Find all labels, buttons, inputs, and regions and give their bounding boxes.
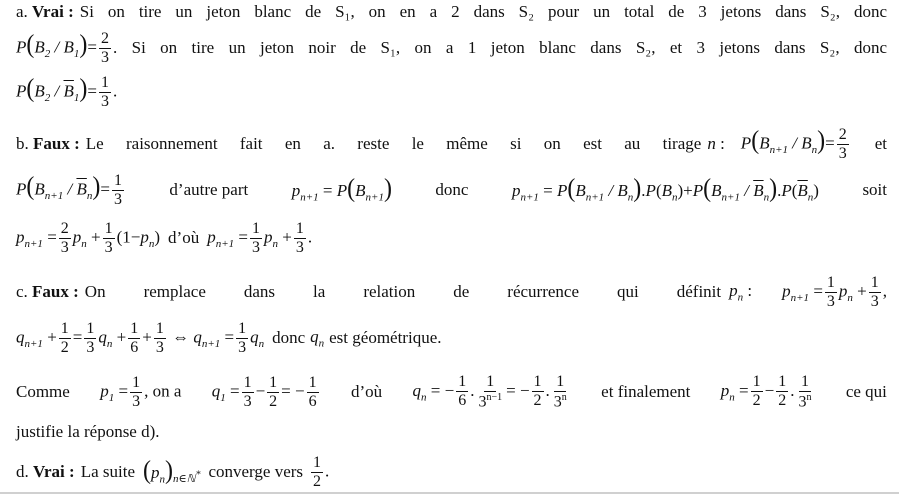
pn1-def: $p_{n+1} = P(B_{n+1})$ — [291, 174, 392, 204]
word-donc-c: donc — [272, 328, 306, 347]
word-finalement: et finalement — [601, 382, 691, 401]
item-b-label: b. — [16, 134, 29, 153]
para-c-text-1: On remplace dans la relation de récurrence qui définit — [84, 282, 722, 301]
recurrence-2: $p_{n+1}$ = $\frac{1}{3}$ $p_n$ + $\frac{1}{3}$ . — [207, 219, 313, 256]
para-b-text-1: Le raisonnement fait en a. reste le même si on est au tirage — [85, 134, 702, 153]
prob-b2-given-b1: $P(B_2 / B_1)=$ $\frac{2}{3}$ — [16, 29, 109, 66]
tirage-n: n : — [707, 134, 725, 153]
total-prob-formula: $p_{n+1} = P(B_{n+1} / B_n).P(B_n)+P(B_{n+1} / \overline{B}_n).P(\overline{B}_n)$ — [511, 174, 819, 204]
para-c-line-3 — [16, 372, 887, 412]
verdict-b: Faux : — [33, 134, 80, 153]
word-dautre-part: d’autre part — [169, 180, 249, 199]
word-comme: Comme — [16, 382, 70, 401]
para-c-line-1 — [16, 272, 887, 312]
pn-label: $p_n$ : — [729, 280, 753, 304]
word-geometrique: est géométrique. — [329, 328, 442, 347]
verdict-c: Faux : — [32, 282, 79, 301]
word-donc: donc — [435, 180, 469, 199]
prob-b2-given-not-b1: $P(B_2 / \overline{B}_1)=$ $\frac{1}{3}$ . — [16, 73, 118, 110]
q1-value: $q_1$ = $\frac{1}{3}$ − $\frac{1}{2}$ = − $\frac{1}{6}$ — [211, 373, 317, 410]
para-a-line-2 — [16, 28, 887, 68]
sequence-pn: $(p_n)_{n\in ℕ^*}$ — [143, 456, 201, 486]
qn-equation: $q_{n+1}$ + $\frac{1}{2}$ = $\frac{1}{3}$ $q_n$ + $\frac{1}{6}$ + $\frac{1}{3}$ ⇔ $q_{n+1}$ = $\frac{1}{3}$ $q_n$ — [16, 319, 265, 356]
limit-half: $\frac{1}{2}$ . — [313, 453, 330, 490]
prob-bn1-given-not-bn: $P(B_{n+1} / \overline{B}_n)=$ $\frac{1}{3}$ — [16, 171, 122, 208]
verdict-d: Vrai : — [33, 462, 75, 481]
word-ce-qui: ce qui — [845, 382, 887, 401]
bottom-divider — [0, 492, 899, 494]
para-a-line-3 — [16, 72, 887, 112]
item-a-label: a. — [16, 2, 28, 21]
para-c-line-2 — [16, 318, 887, 358]
item-c-label: c. — [16, 282, 28, 301]
word-dou-b: d’où — [168, 228, 200, 247]
word-soit: soit — [862, 180, 887, 199]
recurrence-c: $p_{n+1}$ = $\frac{1}{3}$ $p_n$ + $\frac{1}{3}$ , — [782, 273, 887, 310]
para-a-text-2: . Si on tire un jeton noir de S₁, on a 1 jeton blanc dans S₂, et 3 jetons dans S₂, donc — [112, 38, 887, 57]
pn-formula: $p_n$ = $\frac{1}{2}$ − $\frac{1}{2}$ . $\frac{1}{3^n}$ — [720, 372, 812, 411]
word-converge: converge vers — [208, 462, 304, 481]
recurrence-1: $p_{n+1}$ = $\frac{2}{3}$ $p_n$ + $\frac{1}{3}$ $(1-p_n)$ — [16, 219, 161, 256]
word-dou-c: d’où — [350, 382, 383, 401]
verdict-a: Vrai : — [32, 2, 74, 21]
para-d-line-1 — [16, 452, 887, 492]
para-c-line-4 — [16, 412, 887, 452]
word-la-suite: La suite — [80, 462, 135, 481]
item-d-label: d. — [16, 462, 29, 481]
para-a-text-1: Si on tire un jeton blanc de S₁, on en a 2 dans S₂ pour un total de 3 jetons dans S₂, donc — [79, 2, 887, 21]
prob-bn1-given-bn: $P(B_{n+1} / B_n)=$ $\frac{2}{3}$ — [740, 125, 847, 162]
para-b-line-2 — [16, 170, 887, 210]
qn-symbol: $q_n$ — [310, 326, 325, 350]
p1-value: $p_1$ = $\frac{1}{3}$ , on a — [100, 373, 182, 410]
qn-formula: $q_n$ = − $\frac{1}{6}$ . $\frac{1}{3^{n-1}}$ = − $\frac{1}{2}$ . $\frac{1}{3^n}$ — [412, 372, 567, 411]
para-b-line-1 — [16, 124, 887, 164]
para-c-justifie: justifie la réponse d). — [16, 422, 160, 441]
para-b-line-3 — [16, 218, 887, 258]
word-et: et — [874, 134, 887, 153]
